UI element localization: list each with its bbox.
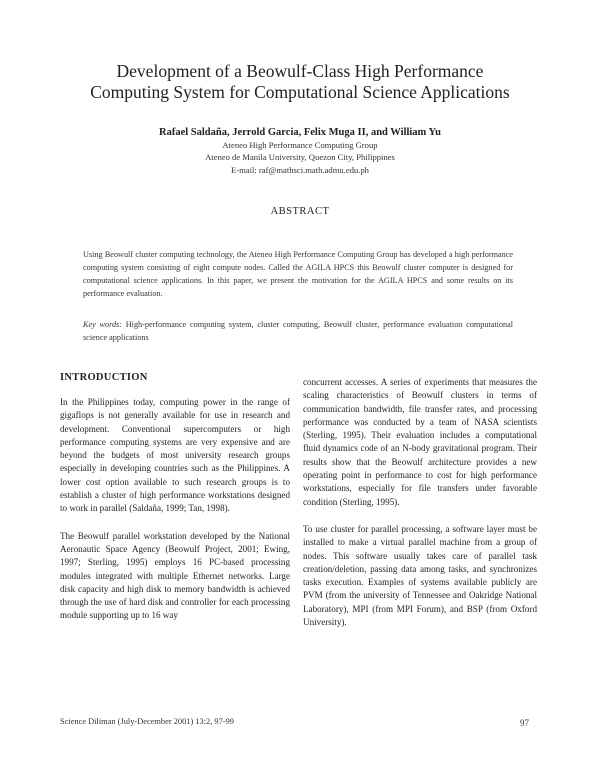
- paper-title-line1: Development of a Beowulf-Class High Performance: [116, 61, 484, 81]
- paragraph: concurrent accesses. A series of experiments that measures the scaling characteristics of Beowulf clusters in terms of communication bandwidth, file transfer rates, and processing performance was conducted by a team of NASA scientists (Sterling, 1995). Their evaluation includes a computational fluid dynamics code of an N-body gravitational program. Their results show that the Beowulf architecture provides a new operating point in performance to cost for high performance workstations, especially for file transfers under favorable condition (Sterling, 1995).: [303, 377, 537, 507]
- author-list: Rafael Saldaña, Jerrold Garcia, Felix Muga II, and William Yu: [159, 127, 441, 138]
- contact-email: E-mail: raf@mathsci.math.admu.edu.ph: [231, 165, 369, 175]
- abstract-text: Using Beowulf cluster computing technology, the Ateneo High Performance Computing Group has developed a high performance computing system consisting of eight compute nodes. Called the AGILA HPCS this Beowulf cluster computer is designed for computational science applications. In this paper, we present the motivation for the AGILA HPCS and some results on its performance evaluation.: [83, 250, 513, 298]
- paragraph: To use cluster for parallel processing, a software layer must be installed to make a virtual parallel machine from a group of nodes. This software usually takes care of parallel task creation/deletion, passing data among tasks, and synchronizes tasks execution. Examples of systems available publicly are PVM (from the university of Tennessee and Oakridge National Laboratory), MPI (from MPI Forum), and BSP (from Oxford University).: [303, 523, 537, 628]
- right-column: [303, 376, 537, 629]
- paragraph: In the Philippines today, computing power in the range of gigaflops is not generally available for use in research and development. Conventional supercomputers or high performance computing systems are very expensive and are beyond the budgets of most university research groups especially in developing countries such as the Philippines. A lower cost option available to such research groups is to establish a cluster of high performance workstations designed to work in parallel (Saldaña, 1999; Tan, 1998).: [60, 397, 290, 514]
- keywords-label: Key words:: [83, 320, 122, 329]
- affiliation-group: Ateneo High Performance Computing Group: [222, 140, 378, 150]
- paragraph: The Beowulf parallel workstation developed by the National Aeronautic Space Agency (Beowulf Project, 2001; Ewing, 1997; Sterling, 1995) employs 16 PC-based processing modules integrated with multiple Ethernet networks. Large disk capacity and high disk to memory bandwidth is achieved through the use of hard disk and controller for each processing module supporting up to 16 way: [60, 530, 290, 621]
- left-column: [60, 396, 290, 623]
- page-number: 97: [520, 718, 529, 728]
- paper-title-line2: Computing System for Computational Science Applications: [90, 82, 510, 102]
- abstract-heading: ABSTRACT: [270, 206, 330, 217]
- section-heading-introduction: INTRODUCTION: [60, 372, 148, 383]
- keywords-text: High-performance computing system, cluster computing, Beowulf cluster, performance evaluation computational science applications: [83, 320, 513, 342]
- affiliation-university: Ateneo de Manila University, Quezon City, Philippines: [205, 152, 395, 162]
- journal-citation-footer: Science Diliman (July-December 2001) 13:2, 97-99: [60, 717, 234, 726]
- keywords: [83, 318, 513, 344]
